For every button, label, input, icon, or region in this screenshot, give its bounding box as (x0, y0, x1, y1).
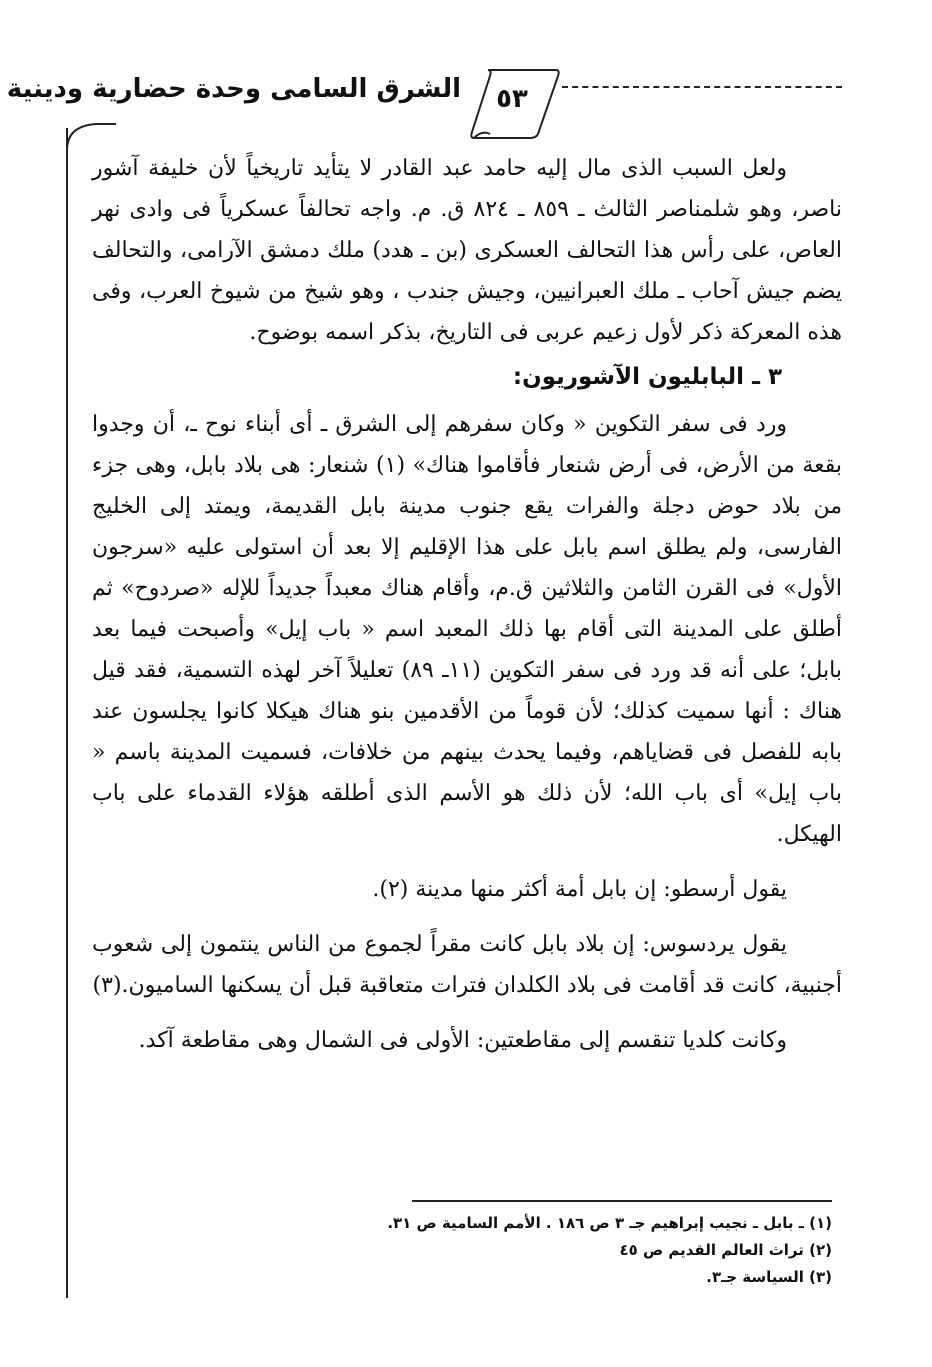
paragraph-5: وكانت كلديا تنقسم إلى مقاطعتين: الأولى فى الشمال وهى مقاطعة آكد. (138, 1028, 787, 1053)
paragraph-2: ورد فى سفر التكوين « وكان سفرهم إلى الشرق ـ أى أبناء نوح ـ، أن وجدوا بقعة من الأرض، فى أرض شنعار فأقاموا هناك» (١) شنعار: هى بلاد بابل، وهى جزء من بلاد حوض دجلة والفرات يقع جنوب مدينة بابل القديمة، ويمتد إلى الخليج الفارسى، ولم يطلق اسم بابل على هذا الإقليم إلا بعد أن استولى عليه «سرجون الأول» فى القرن الثامن والثلاثين ق.م، وأقام هناك معبداً جديداً للإله «صردوح» ثم أطلق على المدينة التى أقام بها ذلك المعبد اسم « باب إيل» وأصبحت فيما بعد بابل؛ على أنه قد ورد فى سفر التكوين (١١ـ ٨٩) تعليلاً آخر لهذه التسمية، فقد قيل هناك : أنها سميت كذلك؛ لأن قوماً من الأقدمين بنو هناك هيكلا كانوا يجلسون عند بابه للفصل فى قضاياهم، وفيما يحدث بينهم من خلافات، فسميت المدينة باسم « باب إيل» أى باب الله؛ لأن ذلك هو الأسم الذى أطلقه هؤلاء القدماء على باب الهيكل. (92, 412, 843, 847)
paragraph-4: يقول يردسوس: إن بلاد بابل كانت مقراً لجموع من الناس ينتمون إلى شعوب أجنبية، كانت قد أقامت فى بلاد الكلدان فترات متعاقبة قبل أن يسكنها الساميون.(٣) (92, 932, 842, 998)
body-text (92, 148, 842, 1061)
footnote-3: (٣) السياسة جـ٣. (706, 1268, 832, 1286)
footnotes (200, 1210, 832, 1291)
footnote-1: (١) ـ بابل ـ نجيب إبراهيم جـ ٣ ص ١٨٦ . الأمم السامية ص ٣١. (387, 1214, 832, 1232)
margin-line (66, 128, 68, 1298)
paragraph-3: يقول أرسطو: إن بابل أمة أكثر منها مدينة (٢). (372, 877, 787, 902)
running-header-title: الشرق السامى وحدة حضارية ودينية (6, 74, 461, 104)
header-rule (562, 86, 842, 88)
paragraph-1: ولعل السبب الذى مال إليه حامد عبد القادر لا يتأيد تاريخياً لأن خليفة آشور ناصر، وهو شلمناصر الثالث ـ ٨٥٩ ـ ٨٢٤ ق. م. واجه تحالفاً عسكرياً فى وادى نهر العاص، على رأس هذا التحالف العسكرى (بن ـ هدد) ملك دمشق الآرامى، والتحالف يضم جيش آحاب ـ ملك العبرانيين، وجيش جندب ، وهو شيخ من شيوخ العرب، وفى هذه المعركة ذكر لأول زعيم عربى فى التاريخ، بذكر اسمه بوضوح. (92, 156, 843, 345)
footnote-2: (٢) تراث العالم القديم ص ٤٥ (619, 1241, 832, 1259)
section-heading: ٣ ـ البابليون الآشوريون: (512, 364, 782, 390)
page-number: ٥٣ (496, 84, 528, 114)
footnote-separator (412, 1200, 832, 1202)
margin-curve (66, 120, 116, 150)
